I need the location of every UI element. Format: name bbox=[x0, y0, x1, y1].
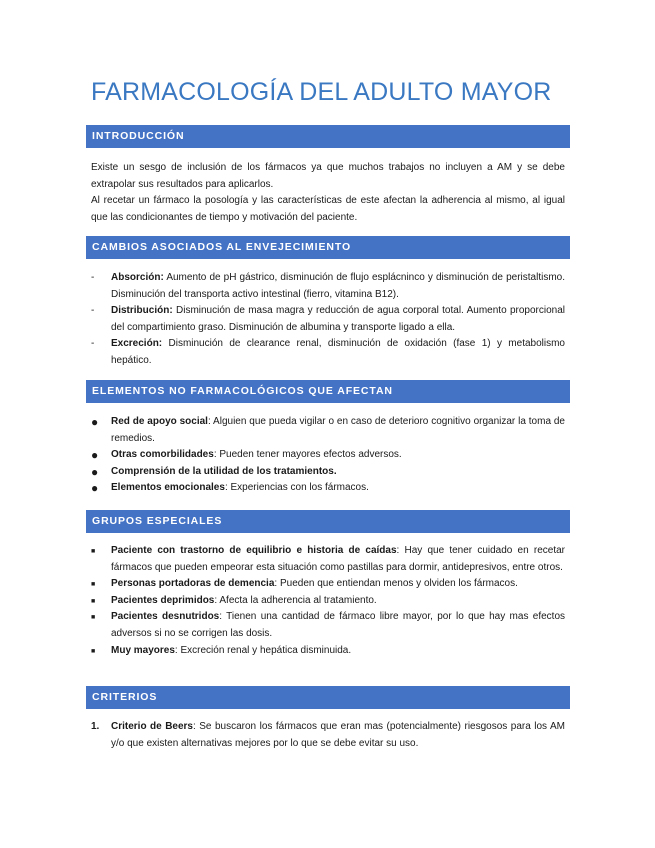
list-item bbox=[91, 447, 565, 464]
list-item-term: Red de apoyo social bbox=[111, 416, 208, 427]
page-title: FARMACOLOGÍA DEL ADULTO MAYOR bbox=[91, 78, 552, 106]
list-item bbox=[91, 593, 565, 610]
list-item bbox=[91, 270, 565, 303]
section-body-elementos bbox=[91, 414, 565, 497]
criterios-list bbox=[91, 719, 565, 752]
list-item bbox=[91, 336, 565, 369]
dash-marker: - bbox=[91, 272, 95, 283]
list-item bbox=[91, 719, 565, 752]
square-bullet-icon: ■ bbox=[91, 597, 96, 605]
list-item bbox=[91, 609, 565, 642]
list-item bbox=[91, 643, 565, 660]
list-item-term: Pacientes deprimidos bbox=[111, 594, 215, 606]
list-item-text: : Afecta la adherencia al tratamiento. bbox=[214, 594, 377, 606]
section-body-introduccion bbox=[91, 160, 565, 226]
list-item bbox=[91, 576, 565, 593]
list-item-term: Muy mayores bbox=[111, 644, 175, 656]
list-number: 1. bbox=[91, 721, 100, 732]
dash-marker: - bbox=[91, 338, 95, 350]
list-item-text: : Hay que tener cuidado en recetar fármacos que pueden empeorar esta situación como pastillas para dormir, antidepresivos, entre otros. bbox=[111, 545, 565, 573]
list-item bbox=[91, 414, 565, 447]
section-body-cambios bbox=[91, 270, 565, 370]
bullet-icon: ● bbox=[91, 481, 99, 496]
section-body-criterios bbox=[91, 719, 565, 752]
section-heading-cambios: CAMBIOS ASOCIADOS AL ENVEJECIMIENTO bbox=[86, 236, 570, 259]
list-item-term: Criterio de Beers bbox=[111, 721, 193, 732]
list-item bbox=[91, 480, 565, 497]
list-item-text: : Se buscaron los fármacos que eran mas (potencialmente) riesgosos para los AM y/o que existen alternativas mejores por lo que se debe evitar su uso. bbox=[111, 721, 565, 749]
list-item-term: Otras comorbilidades bbox=[111, 449, 214, 461]
intro-paragraph-2: Al recetar un fármaco la posología y las características de este afectan la adherencia al mismo, al igual que las condicionantes de tiempo y motivación del paciente. bbox=[91, 195, 565, 223]
square-bullet-icon: ■ bbox=[91, 581, 96, 589]
dash-marker: - bbox=[91, 305, 95, 317]
square-bullet-icon: ■ bbox=[91, 548, 96, 555]
list-item-term: Distribución: bbox=[111, 305, 173, 317]
list-item-text: Disminución de clearance renal, disminución de oxidación (fase 1) y metabolismo hepático. bbox=[111, 338, 565, 366]
list-item-text: : Tienen una cantidad de fármaco libre mayor, por lo que hay mas efectos adversos si no se corrigen las dosis. bbox=[111, 611, 565, 639]
bullet-icon: ● bbox=[91, 464, 99, 479]
list-item bbox=[91, 303, 565, 336]
list-item-term: Pacientes desnutridos bbox=[111, 611, 220, 623]
list-item bbox=[91, 464, 565, 481]
list-item-term: Personas portadoras de demencia bbox=[111, 578, 275, 590]
bullet-icon: ● bbox=[91, 448, 99, 463]
cambios-list bbox=[91, 270, 565, 370]
list-item-term: Paciente con trastorno de equilibrio e historia de caídas bbox=[111, 545, 397, 556]
grupos-list bbox=[91, 543, 565, 659]
list-item-text: Disminución de masa magra y reducción de agua corporal total. Aumento proporcional del compartimiento graso. Disminución de albumina y transporte ligado a ella. bbox=[111, 305, 565, 333]
list-item-term: Comprensión de la utilidad de los tratamientos. bbox=[111, 465, 337, 477]
list-item-term: Excreción: bbox=[111, 338, 163, 350]
list-item-text: : Pueden que entiendan menos y olviden los fármacos. bbox=[274, 578, 518, 590]
list-item-text: : Alguien que pueda vigilar o en caso de deterioro cognitivo organizar la toma de remedios. bbox=[111, 416, 565, 444]
list-item-term: Elementos emocionales bbox=[111, 482, 225, 494]
list-item-text: Aumento de pH gástrico, disminución de flujo esplácninco y disminución de peristaltismo. Disminución del transporta activo intestinal (fierro, vitamina B12). bbox=[111, 272, 565, 300]
square-bullet-icon: ■ bbox=[91, 647, 96, 655]
intro-paragraph-1: Existe un sesgo de inclusión de los fármacos ya que muchos trabajos no incluyen a AM y se debe extrapolar sus resultados para aplicarlos. bbox=[91, 162, 565, 190]
section-heading-grupos: GRUPOS ESPECIALES bbox=[86, 510, 570, 533]
list-item-text: : Pueden tener mayores efectos adversos. bbox=[213, 449, 402, 461]
section-body-grupos bbox=[91, 543, 565, 659]
section-heading-introduccion: INTRODUCCIÓN bbox=[86, 125, 570, 148]
bullet-icon: ● bbox=[91, 415, 99, 429]
list-item bbox=[91, 543, 565, 576]
section-heading-criterios: CRITERIOS bbox=[86, 686, 570, 709]
square-bullet-icon: ■ bbox=[91, 614, 96, 622]
section-heading-elementos: ELEMENTOS NO FARMACOLÓGICOS QUE AFECTAN bbox=[86, 380, 570, 403]
elementos-list bbox=[91, 414, 565, 497]
list-item-term: Absorción: bbox=[111, 272, 164, 283]
list-item-text: : Excreción renal y hepática disminuida. bbox=[174, 644, 352, 656]
list-item-text: : Experiencias con los fármacos. bbox=[224, 482, 369, 494]
